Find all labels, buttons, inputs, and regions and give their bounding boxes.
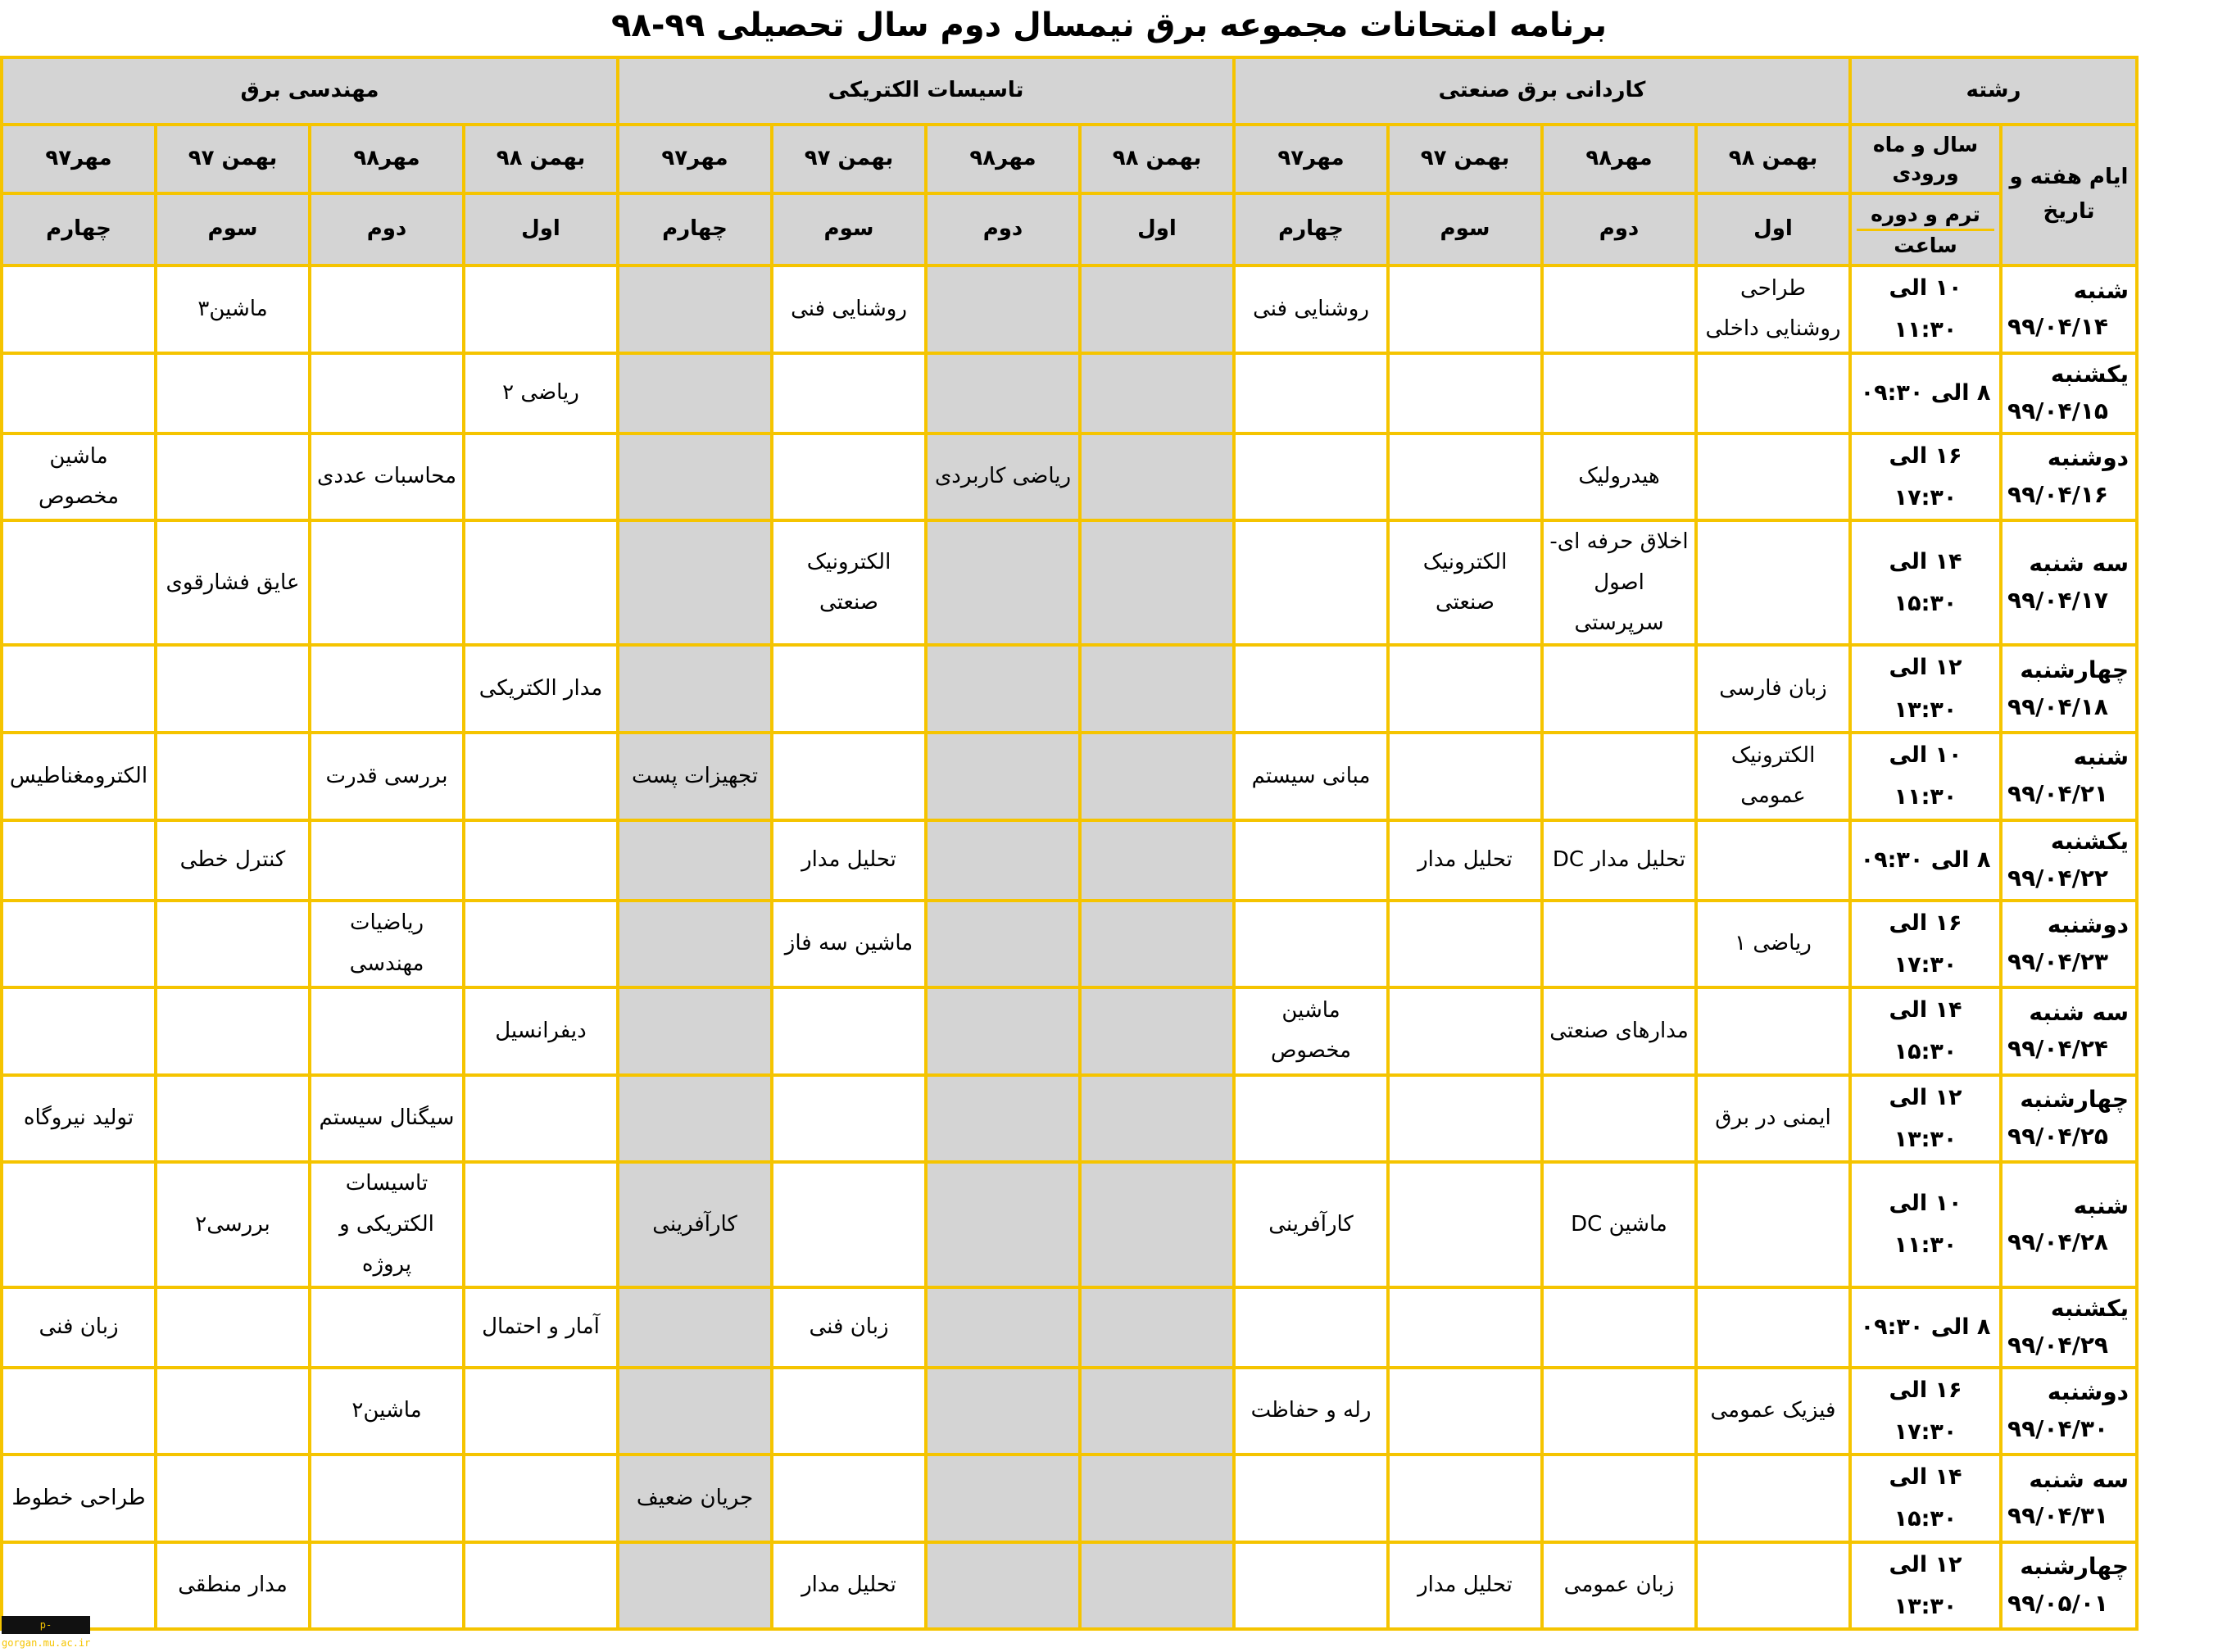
course-cell — [1234, 1455, 1388, 1542]
exam-time: ۱۶ الی ۱۷:۳۰ — [1850, 433, 2001, 521]
course-cell — [156, 353, 310, 433]
exam-time: ۱۴ الی ۱۵:۳۰ — [1850, 987, 2001, 1075]
day-date-cell — [2001, 1162, 2137, 1287]
table-row — [2, 645, 2137, 733]
course-cell — [618, 266, 772, 353]
exam-date: ۹۹/۰۴/۲۱ — [2007, 780, 2108, 808]
course-cell — [2, 1368, 156, 1455]
course-cell — [310, 1455, 464, 1542]
day-name: چهارشنبه — [2020, 1086, 2129, 1114]
table-row — [2, 1368, 2137, 1455]
course-cell — [772, 1455, 926, 1542]
entry-cell: مهر۹۸ — [1542, 125, 1696, 193]
exam-date: ۹۹/۰۴/۳۰ — [2007, 1414, 2108, 1442]
page-title: برنامه امتحانات مجموعه برق نیمسال دوم سال تحصیلی ۹۹-۹۸ — [610, 7, 1607, 44]
course-cell — [926, 820, 1080, 901]
course-cell — [1234, 820, 1388, 901]
course-cell: الکترونیک صنعتی — [772, 520, 926, 645]
course-cell: ماشین۲ — [310, 1368, 464, 1455]
day-date-cell — [2001, 987, 2137, 1075]
exam-date: ۹۹/۰۴/۲۸ — [2007, 1228, 2108, 1256]
course-cell — [1388, 1162, 1542, 1287]
day-date-cell — [2001, 901, 2137, 988]
table-row — [2, 1287, 2137, 1368]
course-cell — [1696, 520, 1850, 645]
course-cell: الکترونیک صنعتی — [1388, 520, 1542, 645]
course-cell: تحلیل مدار DC — [1542, 820, 1696, 901]
term-cell: دوم — [926, 193, 1080, 266]
day-name: شنبه — [2073, 1191, 2129, 1219]
course-cell — [1080, 353, 1234, 433]
day-name: دوشنبه — [2047, 911, 2129, 939]
course-cell: بررسی قدرت — [310, 733, 464, 820]
course-cell — [772, 1075, 926, 1163]
course-cell — [156, 987, 310, 1075]
exam-date: ۹۹/۰۵/۰۱ — [2007, 1589, 2108, 1617]
course-cell — [618, 987, 772, 1075]
course-cell — [772, 1162, 926, 1287]
course-cell: تجهیزات پست — [618, 733, 772, 820]
day-name: دوشنبه — [2047, 1378, 2129, 1405]
course-cell — [618, 353, 772, 433]
course-cell — [1388, 733, 1542, 820]
course-cell — [1234, 433, 1388, 521]
course-cell — [310, 353, 464, 433]
course-cell — [156, 433, 310, 521]
course-cell — [310, 645, 464, 733]
course-cell: فیزیک عمومی — [1696, 1368, 1850, 1455]
exam-time: ۸ الی ۰۹:۳۰ — [1850, 820, 2001, 901]
exam-time: ۱۰ الی ۱۱:۳۰ — [1850, 733, 2001, 820]
course-cell: کارآفرینی — [1234, 1162, 1388, 1287]
exam-time: ۸ الی ۰۹:۳۰ — [1850, 353, 2001, 433]
table-row — [2, 520, 2137, 645]
entry-cell: بهمن ۹۸ — [1080, 125, 1234, 193]
course-cell — [618, 520, 772, 645]
day-date-cell — [2001, 820, 2137, 901]
day-date-cell — [2001, 1455, 2137, 1542]
table-row — [2, 266, 2137, 353]
course-cell — [310, 987, 464, 1075]
course-cell — [156, 733, 310, 820]
course-cell — [1696, 1542, 1850, 1630]
course-cell — [310, 1542, 464, 1630]
course-cell — [1542, 1368, 1696, 1455]
course-cell — [156, 645, 310, 733]
course-cell — [618, 901, 772, 988]
entry-cell: مهر۹۷ — [1234, 125, 1388, 193]
course-cell — [156, 901, 310, 988]
course-cell — [464, 1162, 618, 1287]
course-cell: رله و حفاظت — [1234, 1368, 1388, 1455]
course-cell: جریان ضعیف — [618, 1455, 772, 1542]
course-cell — [1234, 1542, 1388, 1630]
course-cell — [926, 1075, 1080, 1163]
course-cell — [1696, 820, 1850, 901]
course-cell — [2, 820, 156, 901]
course-cell: محاسبات عددی — [310, 433, 464, 521]
course-cell — [464, 520, 618, 645]
course-cell: آمار و احتمال — [464, 1287, 618, 1368]
course-cell: ریاضی ۲ — [464, 353, 618, 433]
course-cell — [926, 1455, 1080, 1542]
table-row — [2, 820, 2137, 901]
table-row — [2, 1542, 2137, 1630]
course-cell: الکترونیک عمومی — [1696, 733, 1850, 820]
day-name: سه شنبه — [2029, 1465, 2129, 1493]
exam-date: ۹۹/۰۴/۱۴ — [2007, 313, 2108, 341]
table-row — [2, 1075, 2137, 1163]
table-row — [2, 987, 2137, 1075]
entry-cell: بهمن ۹۸ — [1696, 125, 1850, 193]
course-cell — [1696, 987, 1850, 1075]
course-cell — [1234, 353, 1388, 433]
course-cell: دیفرانسیل — [464, 987, 618, 1075]
course-cell: مدارهای صنعتی — [1542, 987, 1696, 1075]
course-cell — [156, 1368, 310, 1455]
course-cell — [926, 987, 1080, 1075]
day-name: یکشنبه — [2050, 827, 2129, 855]
course-cell — [926, 1162, 1080, 1287]
day-name: دوشنبه — [2047, 444, 2129, 472]
course-cell — [1080, 901, 1234, 988]
exam-time: ۱۴ الی ۱۵:۳۰ — [1850, 1455, 2001, 1542]
course-cell — [1542, 266, 1696, 353]
course-cell: کارآفرینی — [618, 1162, 772, 1287]
course-cell — [618, 645, 772, 733]
course-cell — [464, 1542, 618, 1630]
table-row — [2, 733, 2137, 820]
course-cell — [1234, 645, 1388, 733]
course-cell: سیگنال سیستم — [310, 1075, 464, 1163]
course-cell — [1234, 520, 1388, 645]
course-cell — [1388, 1368, 1542, 1455]
course-cell — [1542, 901, 1696, 988]
course-cell — [1542, 733, 1696, 820]
term-cell: چهارم — [2, 193, 156, 266]
day-name: یکشنبه — [2050, 1294, 2129, 1322]
course-cell: زبان فنی — [772, 1287, 926, 1368]
course-cell — [1080, 520, 1234, 645]
exam-date: ۹۹/۰۴/۲۳ — [2007, 947, 2108, 975]
entry-cell: مهر۹۸ — [926, 125, 1080, 193]
course-cell — [464, 266, 618, 353]
course-cell — [1388, 1455, 1542, 1542]
course-cell — [2, 520, 156, 645]
course-cell — [1080, 1162, 1234, 1287]
course-cell — [1234, 1075, 1388, 1163]
day-date-cell — [2001, 733, 2137, 820]
course-cell — [926, 1287, 1080, 1368]
course-cell — [1080, 987, 1234, 1075]
course-cell — [1080, 1075, 1234, 1163]
course-cell — [1080, 1542, 1234, 1630]
exam-time: ۱۲ الی ۱۳:۳۰ — [1850, 645, 2001, 733]
day-name: سه شنبه — [2029, 998, 2129, 1026]
term-hour-header — [1850, 193, 2001, 266]
exam-date: ۹۹/۰۴/۲۹ — [2007, 1331, 2108, 1359]
course-cell — [618, 1542, 772, 1630]
course-cell: ریاضی ۱ — [1696, 901, 1850, 988]
course-cell — [1080, 1287, 1234, 1368]
exam-date: ۹۹/۰۴/۲۴ — [2007, 1035, 2108, 1063]
course-cell — [464, 1368, 618, 1455]
course-cell: تحلیل مدار — [1388, 1542, 1542, 1630]
term-cell: دوم — [310, 193, 464, 266]
group-header-kardani: کاردانی برق صنعتی — [1234, 57, 1850, 125]
day-date-cell — [2001, 645, 2137, 733]
course-cell — [2, 987, 156, 1075]
day-date-cell — [2001, 1542, 2137, 1630]
course-cell — [1696, 433, 1850, 521]
course-cell — [1388, 1075, 1542, 1163]
day-date-cell — [2001, 1075, 2137, 1163]
course-cell — [310, 266, 464, 353]
day-name: شنبه — [2073, 743, 2129, 771]
course-cell: تحلیل مدار — [772, 1542, 926, 1630]
term-cell: سوم — [772, 193, 926, 266]
course-cell: ماشین۳ — [156, 266, 310, 353]
course-cell — [464, 820, 618, 901]
course-cell — [772, 645, 926, 733]
entry-cell: مهر۹۷ — [2, 125, 156, 193]
course-cell: الکترومغناطیس — [2, 733, 156, 820]
course-cell: ماشین سه فاز — [772, 901, 926, 988]
course-cell: ماشین مخصوص — [1234, 987, 1388, 1075]
course-cell — [1388, 353, 1542, 433]
table-row — [2, 1455, 2137, 1542]
exam-time: ۱۶ الی ۱۷:۳۰ — [1850, 901, 2001, 988]
term-cell: اول — [1080, 193, 1234, 266]
course-cell: کنترل خطی — [156, 820, 310, 901]
course-cell: مدار منطقی — [156, 1542, 310, 1630]
entry-cell: بهمن ۹۷ — [156, 125, 310, 193]
course-cell — [618, 1368, 772, 1455]
course-cell — [1080, 645, 1234, 733]
course-cell — [2, 1162, 156, 1287]
course-cell: مدار الکتریکی — [464, 645, 618, 733]
field-header: رشته — [1850, 57, 2137, 125]
table-row — [2, 901, 2137, 988]
course-cell — [772, 433, 926, 521]
course-cell — [464, 733, 618, 820]
course-cell: تولید نیروگاه — [2, 1075, 156, 1163]
day-date-cell — [2001, 433, 2137, 521]
course-cell — [1388, 266, 1542, 353]
exam-time: ۸ الی ۰۹:۳۰ — [1850, 1287, 2001, 1368]
exam-date: ۹۹/۰۴/۲۲ — [2007, 864, 2108, 892]
course-cell — [618, 433, 772, 521]
table-row — [2, 353, 2137, 433]
course-cell — [310, 520, 464, 645]
course-cell: مبانی سیستم — [1234, 733, 1388, 820]
course-cell: بررسی۲ — [156, 1162, 310, 1287]
course-cell — [1542, 1075, 1696, 1163]
exam-time: ۱۶ الی ۱۷:۳۰ — [1850, 1368, 2001, 1455]
course-cell: ریاضی کاربردی — [926, 433, 1080, 521]
exam-date: ۹۹/۰۴/۱۸ — [2007, 692, 2108, 720]
course-cell — [2, 266, 156, 353]
term-cell: چهارم — [1234, 193, 1388, 266]
course-cell — [926, 266, 1080, 353]
course-cell: ایمنی در برق — [1696, 1075, 1850, 1163]
term-cell: اول — [1696, 193, 1850, 266]
course-cell — [2, 645, 156, 733]
course-cell — [1542, 1455, 1696, 1542]
entry-cell: بهمن ۹۷ — [1388, 125, 1542, 193]
course-cell: ریاضیات مهندسی — [310, 901, 464, 988]
course-cell — [618, 1287, 772, 1368]
exam-time: ۱۲ الی ۱۳:۳۰ — [1850, 1075, 2001, 1163]
day-date-cell — [2001, 1368, 2137, 1455]
term-cell: چهارم — [618, 193, 772, 266]
exam-time: ۱۲ الی ۱۳:۳۰ — [1850, 1542, 2001, 1630]
course-cell — [618, 1075, 772, 1163]
day-name: یکشنبه — [2050, 360, 2129, 388]
course-cell — [1080, 433, 1234, 521]
hour-header: ساعت — [1894, 233, 1957, 257]
day-date-cell — [2001, 266, 2137, 353]
course-cell — [2, 353, 156, 433]
course-cell — [1234, 901, 1388, 988]
course-cell — [618, 820, 772, 901]
group-header-mohandesi: مهندسی برق — [2, 57, 618, 125]
day-date-cell — [2001, 1287, 2137, 1368]
course-cell — [772, 733, 926, 820]
course-cell — [772, 987, 926, 1075]
day-name: چهارشنبه — [2020, 1553, 2129, 1581]
exam-date: ۹۹/۰۴/۳۱ — [2007, 1502, 2108, 1530]
course-cell: طراحی خطوط — [2, 1455, 156, 1542]
course-cell — [1542, 353, 1696, 433]
course-cell — [926, 1368, 1080, 1455]
course-cell: هیدرولیک — [1542, 433, 1696, 521]
exam-date: ۹۹/۰۴/۱۶ — [2007, 480, 2108, 508]
course-cell: ماشین مخصوص — [2, 433, 156, 521]
group-header-tasisat: تاسیسات الکتریکی — [618, 57, 1234, 125]
term-header: ترم و دوره — [1857, 200, 1994, 231]
exam-time: ۱۰ الی ۱۱:۳۰ — [1850, 266, 2001, 353]
course-cell: زبان فارسی — [1696, 645, 1850, 733]
day-name: چهارشنبه — [2020, 656, 2129, 683]
day-name: سه شنبه — [2029, 550, 2129, 578]
entry-header: سال و ماه ورودی — [1850, 125, 2001, 193]
course-cell: تحلیل مدار — [1388, 820, 1542, 901]
course-cell — [1234, 1287, 1388, 1368]
course-cell — [156, 1287, 310, 1368]
entry-cell: بهمن ۹۸ — [464, 125, 618, 193]
exam-time: ۱۴ الی ۱۵:۳۰ — [1850, 520, 2001, 645]
term-cell: سوم — [1388, 193, 1542, 266]
course-cell — [310, 1287, 464, 1368]
day-name: شنبه — [2073, 276, 2129, 304]
course-cell — [926, 645, 1080, 733]
course-cell — [1542, 1287, 1696, 1368]
course-cell — [926, 353, 1080, 433]
course-cell — [464, 433, 618, 521]
course-cell: زبان فنی — [2, 1287, 156, 1368]
course-cell — [2, 901, 156, 988]
course-cell — [464, 1075, 618, 1163]
term-cell: دوم — [1542, 193, 1696, 266]
course-cell: تاسیسات الکتریکی و پروژه — [310, 1162, 464, 1287]
course-cell — [1080, 266, 1234, 353]
course-cell — [1080, 1368, 1234, 1455]
course-cell — [1080, 733, 1234, 820]
course-cell — [926, 901, 1080, 988]
course-cell — [1388, 987, 1542, 1075]
course-cell — [1388, 433, 1542, 521]
course-cell — [1080, 1455, 1234, 1542]
day-date-cell — [2001, 520, 2137, 645]
course-cell: ماشین DC — [1542, 1162, 1696, 1287]
entry-cell: مهر۹۸ — [310, 125, 464, 193]
course-cell — [156, 1455, 310, 1542]
course-cell: روشنایی فنی — [772, 266, 926, 353]
course-cell — [1388, 901, 1542, 988]
course-cell — [464, 1455, 618, 1542]
course-cell: روشنایی فنی — [1234, 266, 1388, 353]
course-cell: طراحی روشنایی داخلی — [1696, 266, 1850, 353]
exam-date: ۹۹/۰۴/۲۵ — [2007, 1123, 2108, 1150]
day-date-header: ایام هفته و تاریخ — [2001, 125, 2137, 266]
course-cell — [310, 820, 464, 901]
term-cell: اول — [464, 193, 618, 266]
course-cell: اخلاق حرفه ای- اصول سرپرستی — [1542, 520, 1696, 645]
course-cell — [464, 901, 618, 988]
course-cell — [1696, 1287, 1850, 1368]
table-row — [2, 433, 2137, 521]
table-row — [2, 1162, 2137, 1287]
course-cell — [926, 520, 1080, 645]
course-cell — [1388, 1287, 1542, 1368]
entry-cell: مهر۹۷ — [618, 125, 772, 193]
exam-date: ۹۹/۰۴/۱۵ — [2007, 397, 2108, 424]
course-cell: تحلیل مدار — [772, 820, 926, 901]
exam-date: ۹۹/۰۴/۱۷ — [2007, 587, 2108, 615]
site-watermark: p-gorgan.mu.ac.ir — [2, 1616, 90, 1634]
course-cell — [926, 733, 1080, 820]
exam-schedule-table — [0, 56, 2139, 1631]
course-cell — [1696, 1455, 1850, 1542]
term-cell: سوم — [156, 193, 310, 266]
course-cell: عایق فشارقوی — [156, 520, 310, 645]
course-cell — [1542, 645, 1696, 733]
exam-time: ۱۰ الی ۱۱:۳۰ — [1850, 1162, 2001, 1287]
course-cell — [772, 1368, 926, 1455]
entry-cell: بهمن ۹۷ — [772, 125, 926, 193]
course-cell — [926, 1542, 1080, 1630]
course-cell — [1388, 645, 1542, 733]
day-date-cell — [2001, 353, 2137, 433]
course-cell — [772, 353, 926, 433]
course-cell — [1696, 353, 1850, 433]
course-cell — [156, 1075, 310, 1163]
course-cell — [1080, 820, 1234, 901]
course-cell — [1696, 1162, 1850, 1287]
course-cell: زبان عمومی — [1542, 1542, 1696, 1630]
